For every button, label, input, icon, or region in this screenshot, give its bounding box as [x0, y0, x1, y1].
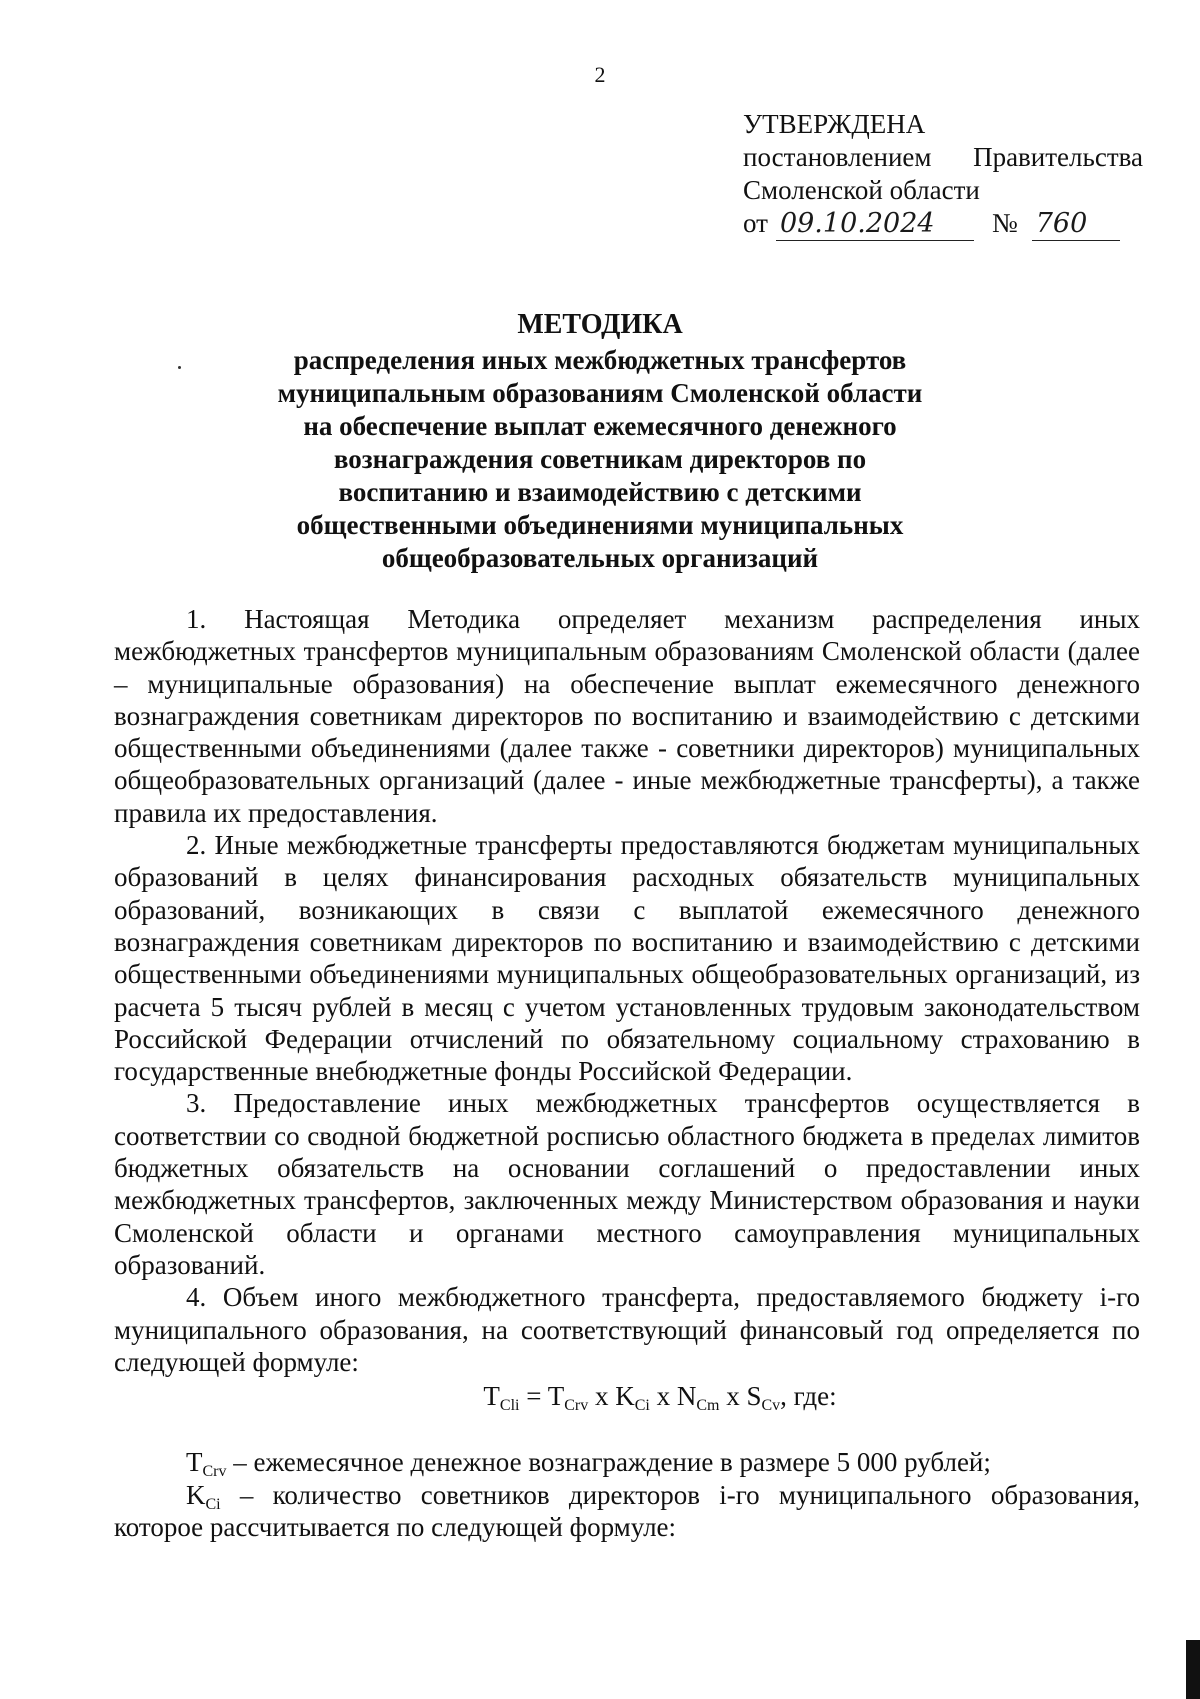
approval-line-2: Смоленской области: [743, 175, 980, 205]
handwritten-number: 760: [1032, 207, 1120, 241]
definitions: [114, 1446, 1140, 1543]
page-number: 2: [594, 62, 606, 87]
definition-kci: $K_{Ci}$ – количество советников директоров i-го муниципального образования, которое рассчитывается по следующей формуле:: [114, 1479, 1140, 1543]
paragraph-2: 2. Иные межбюджетные трансферты предоставляются бюджетам муниципальных образований в целях финансирования расходных обязательств муниципальных образований, возникающих в связи с выплатой ежемесячного денежного вознаграждения советникам директоров по воспитанию и взаимодействию с детскими общественными объединениями муниципальных общеобразовательных организаций, из расчета 5 тысяч рублей в месяц с учетом установленных трудовым законодательством Российской Федерации отчислений по обязательному социальному страхованию в государственные внебюджетные фонды Российской Федерации.: [114, 830, 1140, 1087]
title-line: вознаграждения советникам директоров по: [333, 444, 867, 474]
title-line: воспитанию и взаимодействию с детскими: [338, 477, 862, 507]
approval-line-1: [743, 141, 1143, 174]
title-main: МЕТОДИКА: [517, 309, 683, 340]
number-sign: №: [991, 208, 1018, 238]
approval-date-number-line: [743, 207, 1143, 241]
formula-transfer-volume: $T_{Cli} = T_{Crv}$ x $K_{Ci}$ x $N_{Cm}$ x $S_{Cv}$, где:: [483, 1381, 837, 1415]
title-line: распределения иных межбюджетных трансфертов: [293, 345, 907, 375]
stray-dot: [178, 366, 181, 369]
approval-word-resolution: постановлением: [743, 142, 932, 172]
paragraph-4: 4. Объем иного межбюджетного трансферта, предоставляемого бюджету i-го муниципального образования, на соответствующий финансовый год определяется по следующей формуле:: [114, 1282, 1140, 1377]
paragraph-3: 3. Предоставление иных межбюджетных трансфертов осуществляется в соответствии со сводной бюджетной росписью областного бюджета в пределах лимитов бюджетных обязательств на основании соглашений о предоставлении иных межбюджетных трансфертов, заключенных между Министерством образования и науки Смоленской области и органами местного самоуправления муниципальных образований.: [114, 1088, 1140, 1280]
title-line: общественными объединениями муниципальных: [296, 510, 904, 540]
paragraph-1: 1. Настоящая Методика определяет механизм распределения иных межбюджетных трансфертов муниципальным образованиям Смоленской области (далее – муниципальные образования) на обеспечение выплат ежемесячного денежного вознаграждения советникам директоров по воспитанию и взаимодействию с детскими общественными объединениями (далее также - советники директоров) муниципальных общеобразовательных организаций (далее - иные межбюджетные трансферты), а также правила их предоставления.: [114, 604, 1140, 828]
approval-word-government: Правительства: [973, 142, 1143, 172]
approval-block: [743, 108, 1143, 241]
document-title: [0, 308, 1200, 575]
scan-edge-mark: [1186, 1640, 1200, 1699]
handwritten-date: 09.10.2024: [776, 207, 974, 241]
approval-status: УТВЕРЖДЕНА: [743, 109, 926, 139]
definition-tcrv: $T_{Crv}$ – ежемесячное денежное вознаграждение в размере 5 000 рублей;: [186, 1447, 991, 1481]
date-prefix: от: [743, 208, 768, 238]
title-line: на обеспечение выплат ежемесячного денежного: [303, 411, 897, 441]
title-line: общеобразовательных организаций: [381, 543, 819, 573]
spacer: [114, 1412, 1140, 1446]
title-line: муниципальным образованиям Смоленской области: [277, 378, 923, 408]
document-body: [114, 603, 1140, 1543]
